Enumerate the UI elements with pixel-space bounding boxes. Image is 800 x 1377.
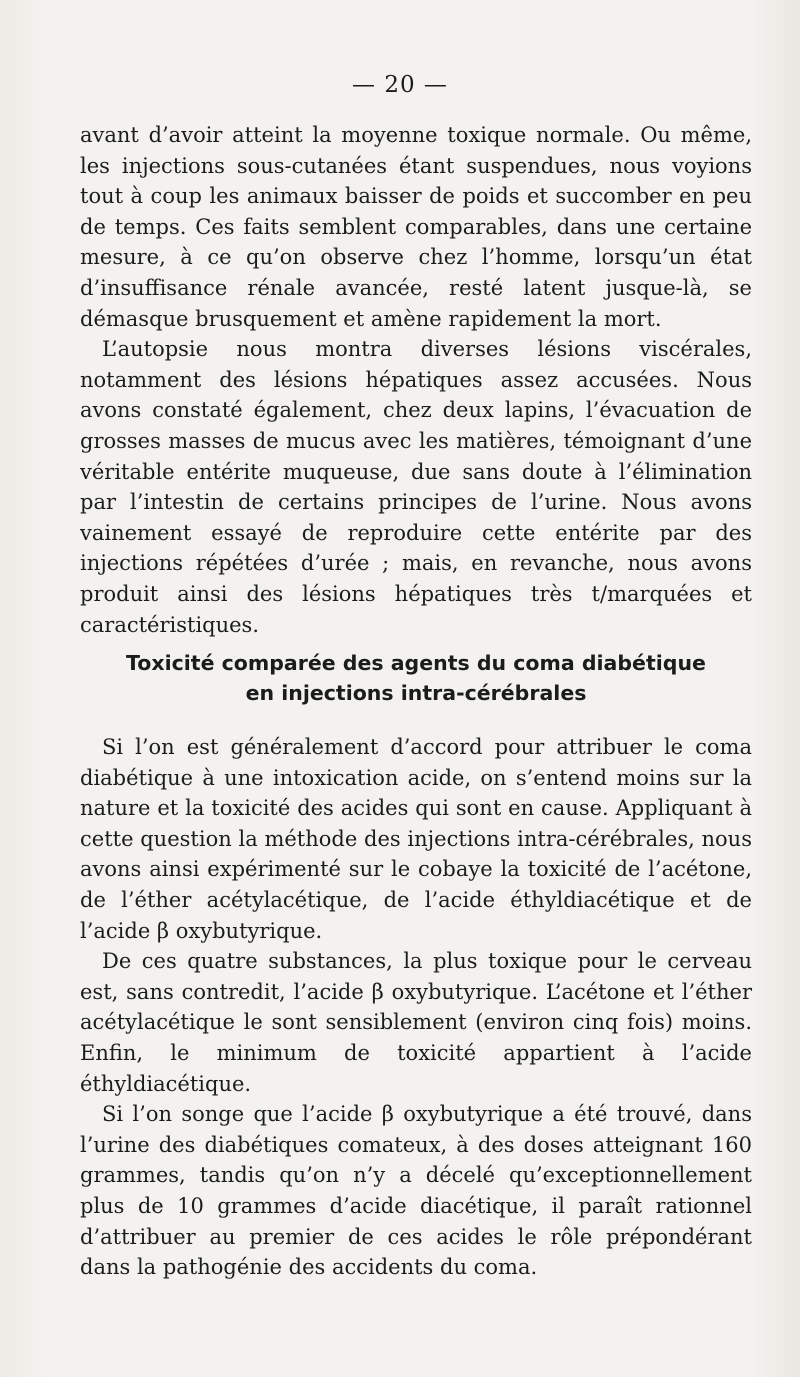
paragraph: Si l’on est généralement d’accord pour attribuer le coma diabétique à une intoxication acide, on s’entend moins sur la nature et la toxicité des acides qui sont en cause. Appliquant à cette question la méthode des injections intra-cérébrales, nous avons ainsi expérimenté sur le cobaye la toxicité de l’acétone, de l’éther acétylacétique, de l’acide éthyldiacétique et de l’acide β oxybutyrique. — [80, 735, 752, 943]
paragraph: avant d’avoir atteint la moyenne toxique normale. Ou même, les injections sous-cutanées étant suspendues, nous voyions tout à coup les animaux baisser de poids et succomber en peu de temps. Ces faits semblent comparables, dans une certaine mesure, à ce qu’on observe chez l’homme, lorsqu’un état d’insuffisance rénale avancée, resté latent jusque-là, se démasque brusquement et amène rapidement la mort. — [80, 123, 752, 331]
section-heading-line: en injections intra-cérébrales — [245, 681, 587, 705]
section-heading — [80, 648, 752, 708]
section-heading-line: Toxicité comparée des agents du coma diabétique — [126, 651, 706, 675]
paragraph: De ces quatre substances, la plus toxique pour le cerveau est, sans contredit, l’acide β oxybutyrique. L’acétone et l’éther acétylacétique le sont sensiblement (environ cinq fois) moins. Enfin, le minimum de toxicité appartient à l’acide éthyldiacétique. — [80, 949, 752, 1096]
page-number: — 20 — — [352, 72, 448, 98]
paragraph: Si l’on songe que l’acide β oxybutyrique a été trouvé, dans l’urine des diabétiques comateux, à des doses atteignant 160 grammes, tandis qu’on n’y a décelé qu’exceptionnellement plus de 10 grammes d’acide diacétique, il paraît rationnel d’attribuer au premier de ces acides le rôle prépondérant dans la pathogénie des accidents du coma. — [80, 1102, 752, 1280]
text-block-bottom — [80, 732, 752, 1283]
paragraph: L’autopsie nous montra diverses lésions viscérales, notamment des lésions hépatiques assez accusées. Nous avons constaté également, chez deux lapins, l’évacuation de grosses masses de mucus avec les matières, témoignant d’une véritable entérite muqueuse, due sans doute à l’élimination par l’intestin de certains principes de l’urine. Nous avons vainement essayé de reproduire cette entérite par des injections répétées d’urée ; mais, en revanche, nous avons produit ainsi des lésions hépatiques très t/marquées et caractéristiques. — [80, 337, 752, 637]
text-block-top — [80, 120, 752, 640]
